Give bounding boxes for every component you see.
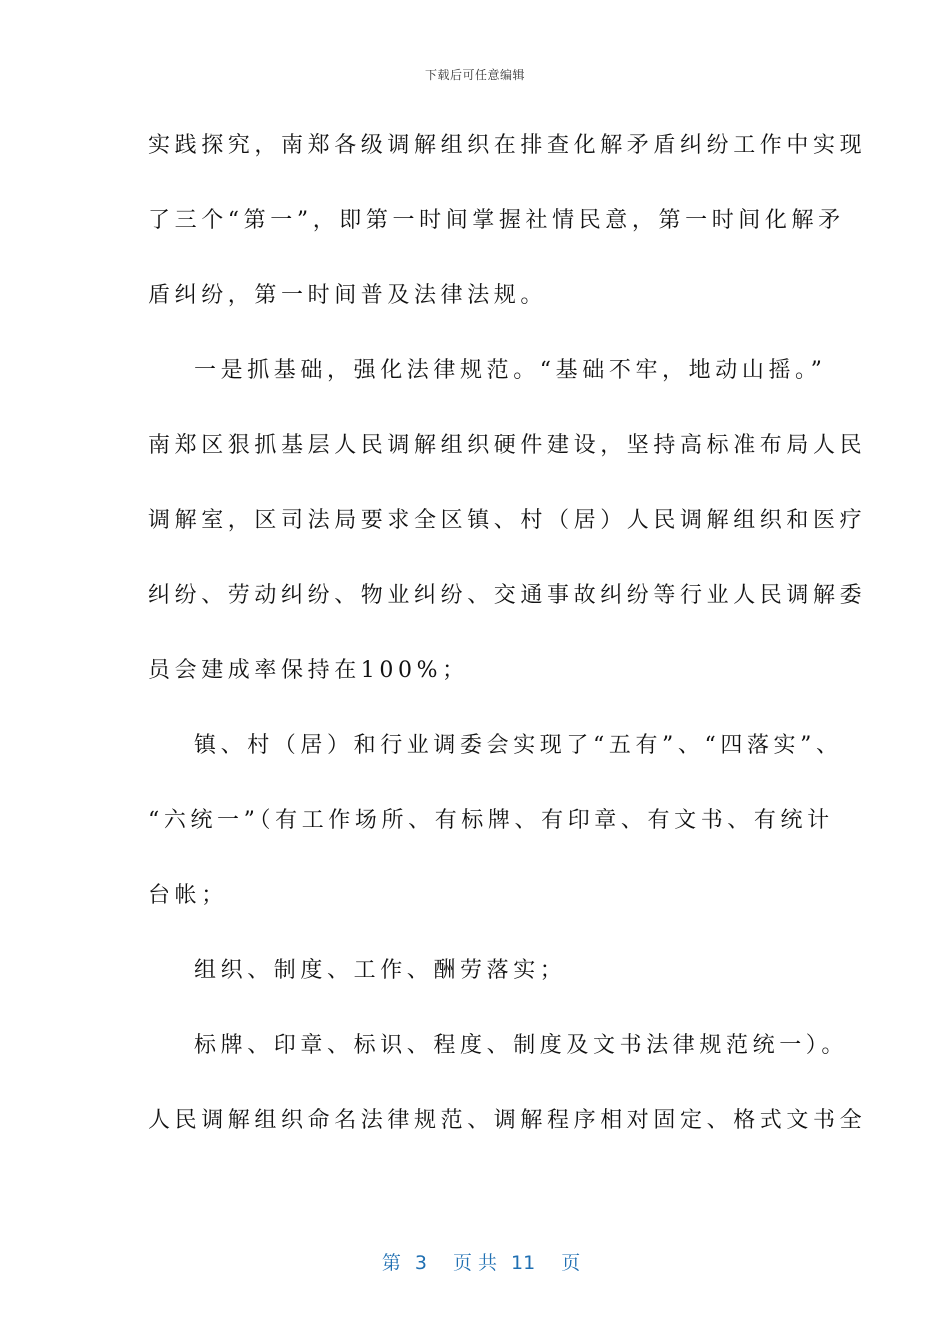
text-line: 南郑区狠抓基层人民调解组织硬件建设，坚持高标准布局人民 xyxy=(148,433,867,458)
paragraph-first-line: 一是抓基础，强化法律规范。“基础不牢，地动山摇。” xyxy=(194,358,827,383)
footer-suffix: 页 xyxy=(561,1252,581,1274)
text-line: 员会建成率保持在100%； xyxy=(148,658,469,683)
text-line: 调解室，区司法局要求全区镇、村（居）人民调解组织和医疗 xyxy=(148,508,867,533)
text-line: 人民调解组织命名法律规范、调解程序相对固定、格式文书全 xyxy=(148,1108,867,1133)
text-line: 纠纷、劳动纠纷、物业纠纷、交通事故纠纷等行业人民调解委 xyxy=(148,583,867,608)
footer-prefix: 第 xyxy=(381,1252,401,1274)
text-line: 实践探究，南郑各级调解组织在排查化解矛盾纠纷工作中实现 xyxy=(148,133,867,158)
document-body xyxy=(148,125,867,1175)
paragraph-first-line: 组织、制度、工作、酬劳落实； xyxy=(194,958,567,983)
footer-middle: 页 共 xyxy=(452,1252,498,1274)
header-note: 下载后可任意编辑 xyxy=(424,68,525,82)
current-page-number: 3 xyxy=(414,1252,427,1274)
page-footer xyxy=(0,1226,950,1275)
paragraph-first-line: 镇、村（居）和行业调委会实现了“五有”、“四落实”、 xyxy=(194,733,843,758)
text-line: “六统一”（有工作场所、有标牌、有印章、有文书、有统计 xyxy=(148,808,834,833)
text-line: 了三个“第一”，即第一时间掌握社情民意，第一时间化解矛 xyxy=(148,208,845,233)
text-line: 台帐； xyxy=(148,883,228,908)
paragraph-first-line: 标牌、印章、标识、程度、制度及文书法律规范统一）。 xyxy=(194,1033,849,1058)
total-pages: 11 xyxy=(511,1252,536,1274)
text-line: 盾纠纷，第一时间普及法律法规。 xyxy=(148,283,548,308)
